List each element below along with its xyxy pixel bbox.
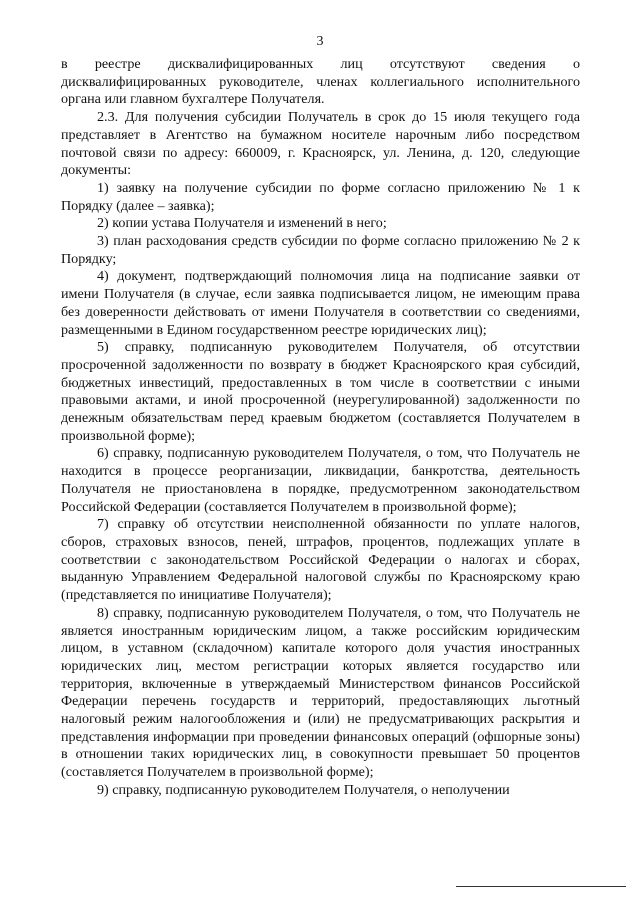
paragraph-continuation: в реестре дисквалифицированных лиц отсутствуют сведения о дисквалифицированных руководителе, членах коллегиального исполнительного органа или главном бухгалтере Получателя. xyxy=(61,56,580,108)
list-item-8: 8) справку, подписанную руководителем Получателя, о том, что Получатель не является иностранным юридическим лицом, а также российским юридическим лицом, в уставном (складочном) капитале которого доля участия иностранных юридических лиц, местом регистрации которых является государство или территория, включенные в утверждаемый Министерством финансов Российской Федерации перечень государств и территорий, предоставляющих льготный налоговый режим налогообложения и (или) не предусматривающих раскрытия и представления информации при проведении финансовых операций (офшорные зоны) в отношении таких юридических лиц, в совокупности превышает 50 процентов (составляется Получателем в произвольной форме); xyxy=(61,604,580,781)
page-number: 3 xyxy=(316,34,324,49)
list-item-5: 5) справку, подписанную руководителем Получателя, об отсутствии просроченной задолженности по возврату в бюджет Красноярского края субсидий, бюджетных инвестиций, предоставленных в том числе в соответствии с иными правовыми актами, и иной просроченной (неурегулированной) задолженности по денежным обязательствам перед краевым бюджетом (составляется Получателем в произвольной форме); xyxy=(61,339,580,444)
list-item-6: 6) справку, подписанную руководителем Получателя, о том, что Получатель не находится в процессе реорганизации, ликвидации, банкротства, деятельность Получателя не приостановлена в порядке, предусмотренном законодательством Российской Федерации (составляется Получателем в произвольной форме); xyxy=(61,445,580,515)
list-item-7: 7) справку об отсутствии неисполненной обязанности по уплате налогов, сборов, страховых взносов, пеней, штрафов, процентов, подлежащих уплате в соответствии с законодательством Российской Федерации о налогах и сборах, выданную Управлением Федеральной налоговой службы по Красноярскому краю (представляется по инициативе Получателя); xyxy=(61,516,580,604)
paragraph-2-3: 2.3. Для получения субсидии Получатель в срок до 15 июля текущего года представляет в Агентство на бумажном носителе нарочным либо посредством почтовой связи по адресу: 660009, г. Красноярск, ул. Ленина, д. 120, следующие документы: xyxy=(61,109,580,179)
document-body xyxy=(61,56,580,800)
list-item-9: 9) справку, подписанную руководителем Получателя, о неполучении xyxy=(97,781,510,798)
list-item-3: 3) план расходования средств субсидии по форме согласно приложению № 2 к Порядку; xyxy=(61,233,580,267)
list-item-2: 2) копии устава Получателя и изменений в него; xyxy=(97,215,387,232)
list-item-1: 1) заявку на получение субсидии по форме согласно приложению № 1 к Порядку (далее – заявка); xyxy=(61,179,580,214)
footer-rule xyxy=(456,886,626,887)
list-item-4: 4) документ, подтверждающий полномочия лица на подписание заявки от имени Получателя (в случае, если заявка подписывается лицом, не имеющим права без доверенности действовать от имени Получателя в соответствии со сведениями, размещенными в Едином государственном реестре юридических лиц); xyxy=(61,268,580,338)
